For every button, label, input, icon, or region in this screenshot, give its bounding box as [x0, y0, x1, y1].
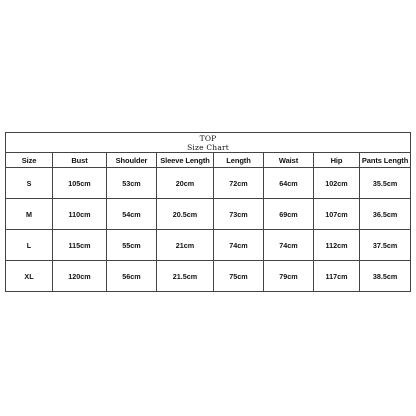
table-cell: 120cm	[53, 261, 107, 292]
size-cell: S	[6, 168, 53, 199]
table-cell: 21.5cm	[157, 261, 214, 292]
header-row	[6, 153, 411, 168]
table-row	[6, 199, 411, 230]
table-cell: 53cm	[107, 168, 157, 199]
table-cell: 115cm	[53, 230, 107, 261]
table-cell: 102cm	[314, 168, 360, 199]
table-cell: 35.5cm	[360, 168, 411, 199]
table-cell: 117cm	[314, 261, 360, 292]
column-header: Size	[6, 153, 53, 168]
table-cell: 110cm	[53, 199, 107, 230]
column-header: Waist	[264, 153, 314, 168]
size-chart-table	[5, 132, 411, 292]
table-row	[6, 261, 411, 292]
table-subtitle: Size Chart	[187, 142, 230, 152]
size-cell: L	[6, 230, 53, 261]
table-row	[6, 230, 411, 261]
table-cell: 74cm	[264, 230, 314, 261]
column-header: Sleeve Length	[157, 153, 214, 168]
table-cell: 75cm	[214, 261, 264, 292]
table-row	[6, 168, 411, 199]
table-cell: 73cm	[214, 199, 264, 230]
table-cell: 79cm	[264, 261, 314, 292]
column-header: Pants Length	[360, 153, 411, 168]
table-cell: 64cm	[264, 168, 314, 199]
table-cell: 55cm	[107, 230, 157, 261]
table-cell: 69cm	[264, 199, 314, 230]
column-header: Bust	[53, 153, 107, 168]
table-cell: 54cm	[107, 199, 157, 230]
table-cell: 20cm	[157, 168, 214, 199]
size-cell: M	[6, 199, 53, 230]
table-cell: 56cm	[107, 261, 157, 292]
table-cell: 105cm	[53, 168, 107, 199]
size-cell: XL	[6, 261, 53, 292]
table-cell: 112cm	[314, 230, 360, 261]
table-cell: 107cm	[314, 199, 360, 230]
table-title: TOP	[199, 133, 217, 143]
table-title-cell	[6, 133, 411, 153]
table-cell: 20.5cm	[157, 199, 214, 230]
column-header: Length	[214, 153, 264, 168]
table-cell: 38.5cm	[360, 261, 411, 292]
table-cell: 37.5cm	[360, 230, 411, 261]
column-header: Shoulder	[107, 153, 157, 168]
column-header: Hip	[314, 153, 360, 168]
table-cell: 36.5cm	[360, 199, 411, 230]
table-cell: 72cm	[214, 168, 264, 199]
table-cell: 21cm	[157, 230, 214, 261]
title-row	[6, 133, 411, 153]
table-cell: 74cm	[214, 230, 264, 261]
